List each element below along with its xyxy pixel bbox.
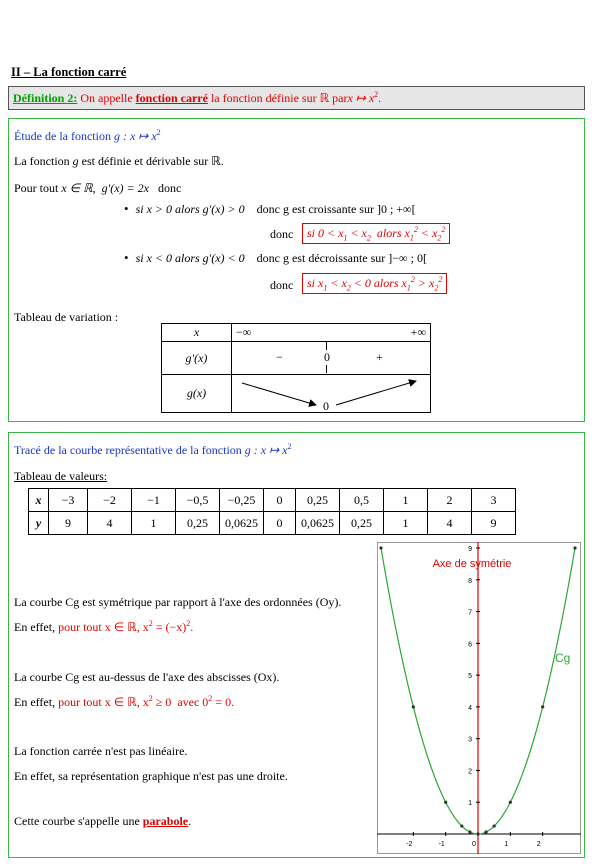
study-title	[14, 128, 161, 144]
para2-b-red: pour tout x ∈ ℝ, x	[58, 695, 149, 709]
var-x-row	[232, 324, 431, 342]
values-x-cell: 0,25	[296, 489, 340, 512]
values-y-cell: 0,0625	[296, 512, 340, 535]
study-title-text: Étude de la fonction	[14, 129, 111, 143]
decreasing-arrow	[242, 383, 316, 405]
var-minus-inf: −∞	[236, 325, 252, 339]
trace-title-text: Tracé de la courbe représentative de la fonction	[14, 443, 242, 457]
trace-title	[14, 442, 292, 458]
var-func-head: g(x)	[162, 375, 232, 413]
var-min-value: 0	[323, 399, 329, 413]
para1-b-red: pour tout x ∈ ℝ, x	[58, 620, 149, 634]
values-x-cell: −2	[88, 489, 132, 512]
study-title-func: g : x ↦ x	[113, 129, 157, 143]
values-x-cell: −1	[132, 489, 176, 512]
var-deriv-pos: +	[376, 350, 383, 364]
para1-b-exp: 2	[148, 619, 153, 628]
case2-box-sub4: 2	[434, 283, 439, 293]
study-line1-b: est définie et dérivable sur ℝ.	[81, 154, 224, 168]
case2-box-c: < 0 alors x	[353, 276, 407, 290]
bullet-icon: •	[124, 250, 129, 265]
values-y-cell: 0	[264, 512, 296, 535]
case1-box-sub1: 1	[343, 233, 348, 243]
values-y-cell: 1	[384, 512, 428, 535]
case1-box-sup2: 2	[441, 225, 446, 234]
para2-b-d: = 0.	[215, 695, 235, 709]
variation-label: Tableau de variation :	[14, 310, 119, 324]
values-x-cell: −3	[49, 489, 88, 512]
values-y-cell: 9	[49, 512, 88, 535]
study-line2-deriv: g'(x) = 2x	[101, 181, 149, 195]
case1-box-c: alors x	[376, 226, 410, 240]
values-x-cell: 0,5	[340, 489, 384, 512]
study-line-2	[14, 181, 181, 196]
para2-b-exp2: 2	[208, 694, 213, 703]
definition-par: par	[332, 91, 348, 105]
x-tick-label: -1	[438, 841, 445, 848]
var-plus-inf: +∞	[410, 325, 426, 339]
var-deriv-neg: −	[276, 350, 283, 364]
parabola-graph	[377, 542, 581, 854]
values-y-cell: 0,25	[176, 512, 220, 535]
case1-conclusion: donc g est croissante sur ]0 ; +∞[	[256, 202, 416, 216]
data-point	[460, 824, 463, 827]
increasing-arrow	[336, 381, 416, 405]
para1-b-red2: = (−x)	[155, 620, 187, 634]
study-line2-x: x ∈ ℝ,	[61, 181, 96, 195]
para2-b-a: En effet,	[14, 695, 56, 709]
var-deriv-zero: 0	[324, 350, 330, 364]
var-deriv-row	[232, 342, 431, 375]
y-tick-label: 8	[468, 577, 472, 585]
data-point	[484, 830, 487, 833]
var-deriv-head: g'(x)	[162, 342, 232, 375]
study-line-1	[14, 154, 224, 169]
case2-box	[302, 273, 447, 294]
values-y-head: y	[29, 512, 49, 535]
values-x-cell: 1	[384, 489, 428, 512]
case2-box-sub2: 2	[346, 283, 351, 293]
case2-box-b: < x	[330, 276, 347, 290]
values-y-cell: 0,0625	[220, 512, 264, 535]
values-x-cell: 3	[472, 489, 516, 512]
para2-b-red2: ≥ 0	[155, 695, 172, 709]
case1-box-sub2: 2	[366, 233, 371, 243]
case2-box-d: > x	[417, 276, 435, 290]
case-2-line	[124, 250, 427, 266]
values-x-cell: 2	[428, 489, 472, 512]
values-y-cell: 4	[428, 512, 472, 535]
study-line2-a: Pour tout	[14, 181, 59, 195]
y-tick-label: 3	[468, 736, 472, 744]
var-func-row	[232, 375, 431, 413]
para1-line1: La courbe Cg est symétrique par rapport à l'axe des ordonnées (Oy).	[14, 595, 342, 609]
case2-box-sup1: 2	[410, 275, 415, 284]
definition-label: Définition 2:	[13, 91, 78, 105]
study-line1-a: La fonction	[14, 154, 70, 168]
definition-text-after: la fonction définie sur	[210, 91, 317, 105]
case2-box-a: si x	[307, 276, 324, 290]
case1-box-sup1: 2	[413, 225, 418, 234]
x-tick-label: -2	[406, 841, 413, 848]
symmetry-axis-label: Axe de symétrie	[432, 558, 512, 570]
values-x-cell: −0,5	[176, 489, 220, 512]
case1-condition: si x > 0 alors g'(x) > 0	[135, 202, 245, 216]
definition-box	[8, 86, 585, 110]
data-point	[412, 705, 415, 708]
definition-set: ℝ	[319, 91, 330, 105]
para2-line1: La courbe Cg est au-dessus de l'axe des abscisses (Ox).	[14, 670, 280, 684]
case2-box-sup2: 2	[438, 275, 443, 284]
y-tick-label: 4	[468, 704, 472, 712]
definition-text-before: On appelle	[80, 91, 133, 105]
para1-line2	[14, 619, 193, 635]
var-arrows	[232, 375, 430, 413]
para4-end: .	[188, 814, 192, 828]
y-tick-label: 7	[468, 609, 472, 617]
graph-frame	[378, 543, 581, 854]
para3-line2: En effet, sa représentation graphique n'est pas une droite.	[14, 769, 288, 783]
values-x-head: x	[29, 489, 49, 512]
para4	[14, 814, 191, 829]
curve-label: Cg	[555, 651, 571, 665]
para3-line1: La fonction carrée n'est pas linéaire.	[14, 744, 188, 758]
values-label: Tableau de valeurs:	[14, 469, 108, 483]
values-row-y	[29, 512, 516, 535]
definition-expr: x ↦ x	[347, 91, 375, 105]
data-point	[493, 824, 496, 827]
values-row-x	[29, 489, 516, 512]
values-x-cell: −0,25	[220, 489, 264, 512]
y-tick-label: 2	[468, 768, 472, 776]
para2-line2	[14, 694, 234, 710]
y-tick-label: 5	[468, 673, 472, 681]
case1-box-sub3: 1	[409, 233, 414, 243]
y-tick-label: 6	[468, 641, 472, 649]
values-y-cell: 1	[132, 512, 176, 535]
section-title: II – La fonction carré	[11, 65, 127, 79]
data-point	[476, 832, 479, 835]
variation-table	[161, 323, 431, 413]
case1-box-b: < x	[350, 226, 367, 240]
trace-title-func: g : x ↦ x	[244, 443, 288, 457]
para2-b-exp: 2	[148, 694, 153, 703]
x-tick-label: 0	[472, 841, 476, 848]
data-point	[379, 546, 382, 549]
x-tick-label: 2	[536, 841, 541, 848]
para1-b-a: En effet,	[14, 620, 56, 634]
data-point	[468, 830, 471, 833]
study-line1-g: g	[72, 154, 79, 168]
trace-title-exp: 2	[287, 442, 292, 451]
para2-b-c: avec 0	[177, 695, 209, 709]
data-point	[444, 801, 447, 804]
case2-box-sub1: 1	[323, 283, 328, 293]
para1-b-end: .	[190, 620, 194, 634]
values-y-cell: 9	[472, 512, 516, 535]
values-y-cell: 4	[88, 512, 132, 535]
values-y-cell: 0,25	[340, 512, 384, 535]
data-point	[509, 801, 512, 804]
para1-b-exp2: 2	[186, 619, 191, 628]
case1-donc: donc	[270, 227, 294, 241]
y-tick-label: 9	[468, 546, 472, 553]
case2-condition: si x < 0 alors g'(x) < 0	[135, 251, 245, 265]
case-1-line	[124, 201, 416, 217]
case2-box-sub3: 1	[406, 283, 411, 293]
data-point	[573, 546, 576, 549]
study-title-exp: 2	[156, 128, 161, 137]
data-point	[541, 705, 544, 708]
values-x-cell: 0	[264, 489, 296, 512]
study-line2-b: donc	[157, 181, 182, 195]
case1-box-a: si 0 < x	[307, 226, 344, 240]
definition-exp: 2	[374, 90, 379, 99]
case1-box-sub4: 2	[437, 233, 442, 243]
x-tick-label: 1	[504, 841, 509, 848]
y-tick-label: 1	[468, 800, 472, 808]
definition-term: fonction carré	[135, 91, 208, 105]
var-x-head: x	[162, 324, 232, 342]
case2-donc: donc	[270, 278, 294, 292]
parabole-term: parabole	[142, 814, 189, 828]
case1-box	[302, 223, 450, 244]
definition-end: .	[378, 91, 382, 105]
case2-conclusion: donc g est décroissante sur ]−∞ ; 0[	[256, 251, 427, 265]
values-table	[28, 488, 516, 535]
bullet-icon: •	[124, 201, 129, 216]
para4-a: Cette courbe s'appelle une	[14, 814, 140, 828]
case1-box-d: < x	[420, 226, 438, 240]
